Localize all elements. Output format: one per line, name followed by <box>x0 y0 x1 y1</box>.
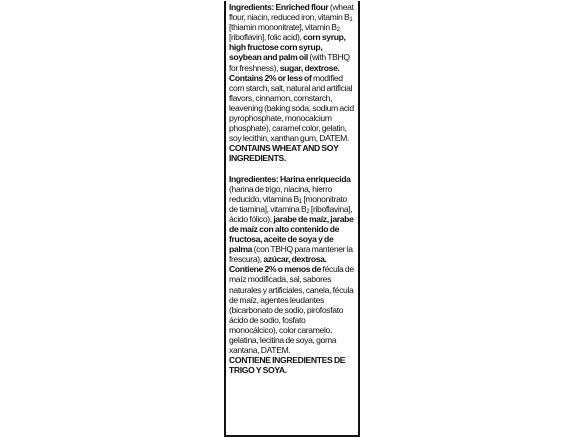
subscript: 2 <box>336 27 340 34</box>
tbhq-text: (con TBHQ para mantener la frescura), <box>229 244 353 265</box>
allergen-text: CONTAINS WHEAT AND SOY INGREDIENTS. <box>229 143 339 164</box>
ingredients-heading: Ingredientes: <box>229 173 279 184</box>
minor-ingredients-text: fécula de maíz modificada, sal, sabores naturales y artificiales, canela, fécula de maíz, agentes leudantes (bicarbonato de sodio, pirofosfato ácido de sodio, fosfato monocálcico), color caramelo, gelatina, lecitina de soya, goma xantana, DATEM. <box>229 264 354 356</box>
sweeteners-oils-text: jarabe de maíz, jarabe de maíz con alto contenido de fructosa, aceite de soya y de palma <box>229 213 354 255</box>
allergen-statement-spanish <box>229 355 355 375</box>
minor-ingredients-english <box>229 73 355 144</box>
enriched-flour-text: Harina enriquecida <box>279 173 351 184</box>
flour-detail-text: (harina de trigo, niacina, hierro reducido, vitamina B <box>229 183 333 204</box>
sugar-dextrose-text: sugar, dextrose. <box>279 62 340 73</box>
ingredients-panel <box>224 1 360 437</box>
flour-detail-text: (wheat flour, niacin, reduced iron, vitamin B <box>229 2 354 23</box>
sugar-dextrose-text: azúcar, dextrosa. <box>263 254 327 265</box>
minor-ingredients-text: modified corn starch, salt, natural and artificial flavors, cinnamon, cornstarch, leavening (baking soda, sodium acid pyrophosphate, monocalcium phosphate), caramel color, gelatin, soy lecithin, xanthan gum, DATEM. <box>229 72 354 144</box>
minor-ingredients-spanish <box>229 264 355 355</box>
flour-detail-text: [thiamin mononitrate], vitamin B <box>229 22 337 33</box>
allergen-text: CONTIENE INGREDIENTES DE TRIGO Y SOYA. <box>229 355 346 376</box>
flour-detail-text: [riboflavina], ácido fólico), <box>229 203 353 224</box>
flour-detail-text: [riboflavin], folic acid), <box>229 32 304 43</box>
ingredients-heading: Ingredients: <box>229 2 274 12</box>
contains-two-percent-text: Contains 2% or less of <box>229 72 312 83</box>
tbhq-text: (with TBHQ for freshness), <box>229 52 350 73</box>
ingredients-spanish <box>229 174 355 265</box>
allergen-statement-english <box>229 143 355 163</box>
ingredients-english <box>229 2 355 73</box>
flour-detail-text: [mononitrato de tiamina], vitamina B <box>229 193 347 214</box>
sweeteners-oils-text: corn syrup, high fructose corn syrup, soybean and palm oil <box>229 32 346 63</box>
subscript: 1 <box>298 198 302 205</box>
contains-two-percent-text: Contiene 2% o menos de <box>229 264 322 275</box>
subscript: 2 <box>306 208 310 215</box>
enriched-flour-text: Enriched flour <box>275 2 329 12</box>
subscript: 1 <box>349 17 353 24</box>
section-spacer <box>229 164 355 174</box>
